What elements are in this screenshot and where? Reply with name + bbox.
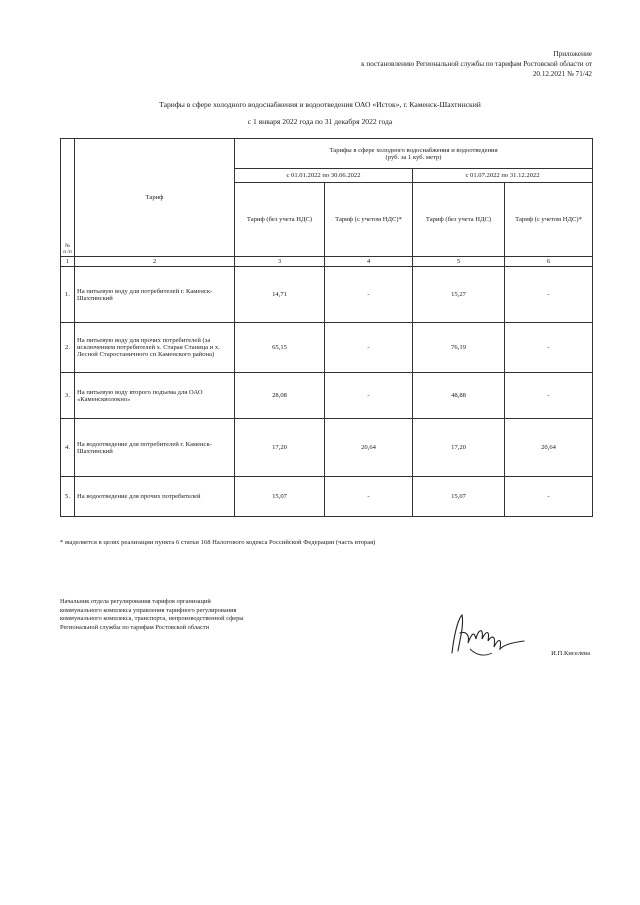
- row-value: 48,88: [413, 373, 505, 419]
- col-vat-1: Тариф (с учетом НДС)*: [325, 183, 413, 257]
- col-number: 6: [505, 257, 593, 267]
- row-value: 65,15: [235, 323, 325, 373]
- group-header: [235, 139, 593, 169]
- col-no-vat-2: Тариф (без учета НДС): [413, 183, 505, 257]
- appendix-header: [292, 49, 592, 79]
- col-number: 2: [75, 257, 235, 267]
- row-value: 17,20: [235, 419, 325, 477]
- row-value: 15,07: [235, 477, 325, 517]
- row-value: -: [505, 323, 593, 373]
- document-period: с 1 января 2022 года по 31 декабря 2022 года: [247, 117, 393, 126]
- col-number: 1: [61, 257, 75, 267]
- row-value: 20,64: [325, 419, 413, 477]
- appendix-line-2: к постановлению Региональной службы по тарифам Ростовской области от: [361, 60, 592, 68]
- row-name: На водоотведение для потребителей г. Каменск-Шахтинский: [75, 419, 235, 477]
- row-value: 76,19: [413, 323, 505, 373]
- row-value: 20,64: [505, 419, 593, 477]
- table-row: [61, 373, 593, 419]
- row-name: На питьевую воду для прочих потребителей (за исключением потребителей х. Старая Станица и х. Лесной Старостаничного сп Каменского района): [75, 323, 235, 373]
- appendix-line-3: 20.12.2021 № 71/42: [532, 70, 592, 78]
- row-num: 5.: [61, 477, 75, 517]
- column-number-row: [61, 257, 593, 267]
- row-value: 28,08: [235, 373, 325, 419]
- table-row: [61, 267, 593, 323]
- signer-name: И.П.Киселева: [551, 650, 590, 657]
- row-value: -: [325, 267, 413, 323]
- period-2-header: с 01.07.2022 по 31.12.2022: [413, 169, 593, 183]
- table-row: [61, 419, 593, 477]
- header-row-1: [61, 139, 593, 169]
- row-value: -: [325, 477, 413, 517]
- row-name: На питьевую воду второго подъема для ОАО «Каменскволокно»: [75, 373, 235, 419]
- row-num: 4.: [61, 419, 75, 477]
- num-header: № п /п: [61, 139, 75, 257]
- row-value: 15,27: [413, 267, 505, 323]
- document-title: Тарифы в сфере холодного водоснабжения и водоотведения ОАО «Исток», г. Каменск-Шахтинский: [159, 100, 481, 109]
- row-value: -: [505, 373, 593, 419]
- row-value: 17,20: [413, 419, 505, 477]
- row-num: 3.: [61, 373, 75, 419]
- row-name: На питьевую воду для потребителей г. Каменск-Шахтинский: [75, 267, 235, 323]
- col-no-vat-1: Тариф (без учета НДС): [235, 183, 325, 257]
- col-vat-2: Тариф (с учетом НДС)*: [505, 183, 593, 257]
- row-value: -: [325, 323, 413, 373]
- footnote: * выделяется в целях реализации пункта 6 статьи 168 Налогового кодекса Российской Федерации (часть вторая): [60, 539, 376, 546]
- row-name: На водоотведение для прочих потребителей: [75, 477, 235, 517]
- row-num: 2.: [61, 323, 75, 373]
- signer-position: Начальник отдела регулирования тарифов организаций коммунального комплекса управления тарифного регулирования коммунального комплекса, транспорта, непроизводственной сферы Региональной службы по тарифам Ростовской области: [60, 598, 244, 631]
- period-1-header: с 01.01.2022 по 30.06.2022: [235, 169, 413, 183]
- col-number: 4: [325, 257, 413, 267]
- tariff-header: Тариф: [75, 139, 235, 257]
- row-value: -: [505, 477, 593, 517]
- col-number: 5: [413, 257, 505, 267]
- group-header-line-1: Тарифы в сфере холодного водоснабжения и водоотведения: [329, 146, 498, 154]
- table-row: [61, 477, 593, 517]
- appendix-line-1: Приложение: [553, 50, 592, 58]
- row-value: 14,71: [235, 267, 325, 323]
- col-number: 3: [235, 257, 325, 267]
- row-value: -: [325, 373, 413, 419]
- tariffs-table: [60, 138, 593, 517]
- row-num: 1.: [61, 267, 75, 323]
- group-header-line-2: (руб. за 1 куб. метр): [385, 153, 442, 161]
- row-value: 15,07: [413, 477, 505, 517]
- row-value: -: [505, 267, 593, 323]
- table-row: [61, 323, 593, 373]
- handwritten-signature: [440, 605, 530, 665]
